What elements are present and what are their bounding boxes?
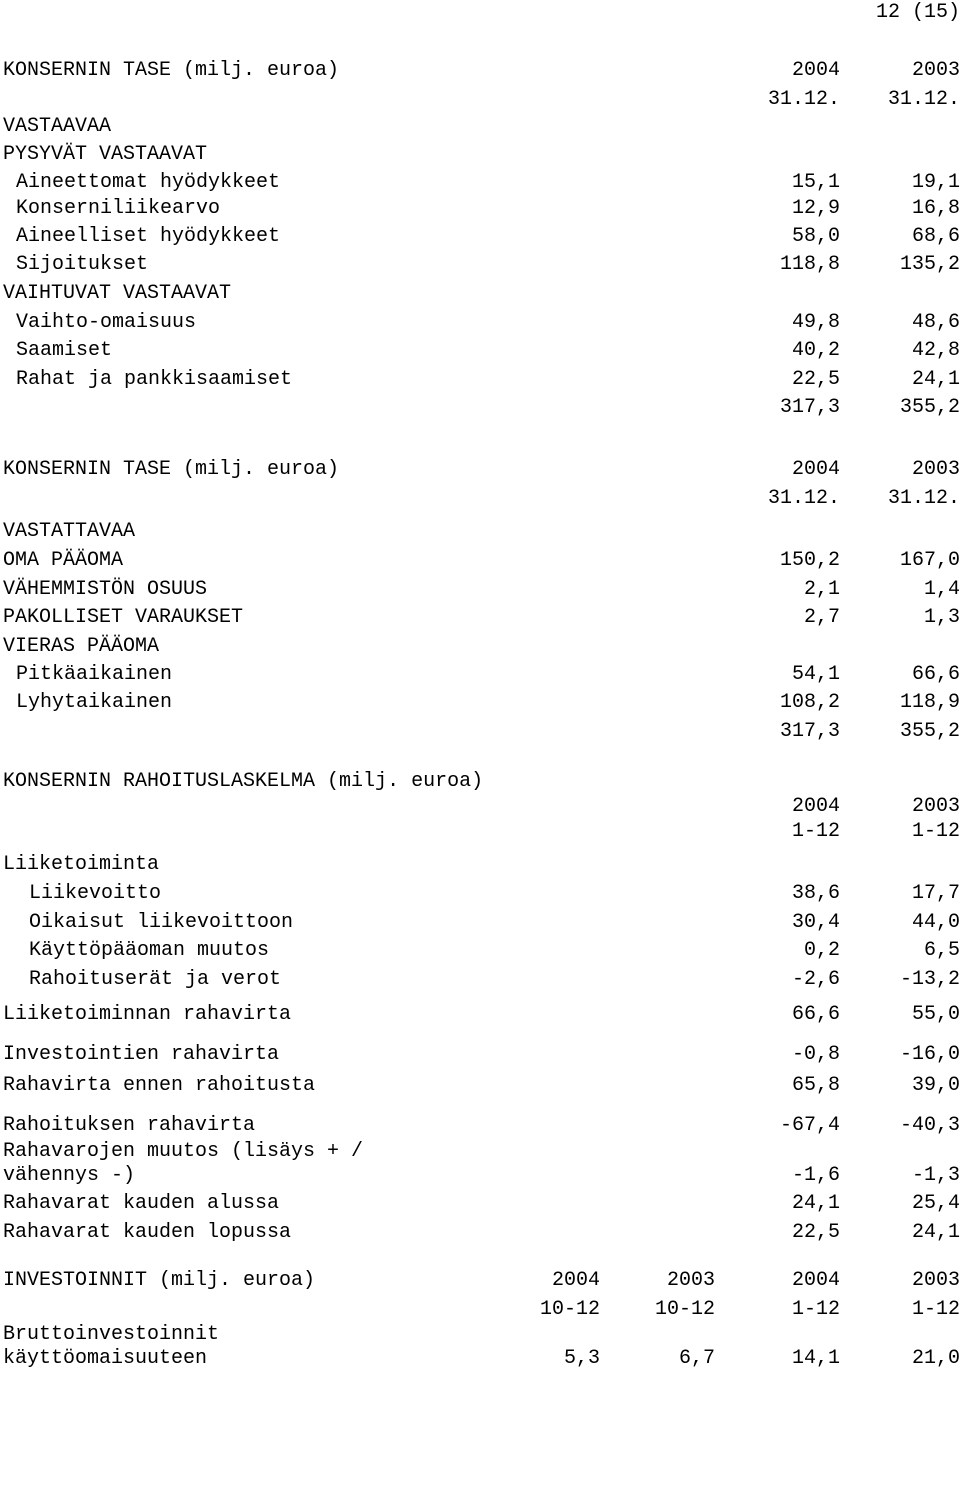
investments-year-fy-2003: 2003 [911,1269,960,1292]
row-label: PAKOLLISET VARAUKSET [3,606,244,629]
assets-title-row [0,58,960,84]
value-fy-2003: 21,0 [911,1347,960,1370]
row-label-continued: vähennys -) [3,1164,136,1187]
value-2003: 6,5 [923,939,960,962]
value-2003: -13,2 [899,968,960,991]
row-label: VÄHEMMISTÖN OSUUS [3,578,208,601]
row-label-continued: käyttöomaisuuteen [3,1347,208,1370]
page-number: 12 (15) [875,1,960,24]
value-2003: 66,6 [911,663,960,686]
row-label: Saamiset [16,339,113,362]
value-2004: -1,6 [791,1164,840,1187]
fixed-assets-group-row [0,142,960,168]
table-row [0,690,960,716]
liabilities-year-a: 2004 [791,458,840,481]
value-2004: -67,4 [779,1114,840,1137]
table-row [0,310,960,336]
value-2004: 24,1 [791,1192,840,1215]
liabilities-section-row [0,519,960,545]
value-2003: 42,8 [911,339,960,362]
value-2004: 30,4 [791,911,840,934]
liabilities-total-2003: 355,2 [899,720,960,743]
investments-period-fy-2004: 1-12 [791,1298,840,1321]
investments-value-row [0,1346,960,1372]
liabilities-date-b: 31.12. [887,487,960,510]
value-2004: 38,6 [791,882,840,905]
cash-change-label-row [0,1139,960,1165]
row-label: Bruttoinvestoinnit [3,1323,220,1346]
assets-date-a: 31.12. [767,88,840,111]
investments-title: INVESTOINNIT (milj. euroa) [3,1269,316,1292]
value-fy-2004: 14,1 [791,1347,840,1370]
table-row [0,338,960,364]
value-2003: 24,1 [911,368,960,391]
investments-period-row [0,1297,960,1323]
before-financing-row [0,1073,960,1099]
row-label: Aineelliset hyödykkeet [16,225,281,248]
value-2003: 25,4 [911,1192,960,1215]
cashflow-year-b: 2003 [911,795,960,818]
value-2004: 22,5 [791,368,840,391]
current-assets-group-row [0,281,960,307]
liabilities-total-row [0,719,960,745]
table-row [0,662,960,688]
liabilities-date-row [0,486,960,512]
value-2004: 150,2 [779,549,840,572]
debt-group-row [0,634,960,660]
value-2003: 16,8 [911,197,960,220]
value-2004: 65,8 [791,1074,840,1097]
table-row [0,577,960,603]
cashflow-year-row [0,794,960,820]
liabilities-date-a: 31.12. [767,487,840,510]
investments-period-q4-2004: 10-12 [539,1298,600,1321]
financing-cashflow-row [0,1113,960,1139]
value-2004: 2,7 [803,606,840,629]
value-2004: 108,2 [779,691,840,714]
value-q4-2003: 6,7 [678,1347,715,1370]
investments-period-fy-2003: 1-12 [911,1298,960,1321]
table-row [0,224,960,250]
table-row [0,548,960,574]
liabilities-title: KONSERNIN TASE (milj. euroa) [3,458,340,481]
cashflow-title: KONSERNIN RAHOITUSLASKELMA (milj. euroa) [3,770,484,793]
liabilities-total-2004: 317,3 [779,720,840,743]
row-label: Rahavarat kauden alussa [3,1192,280,1215]
row-label: Rahoituserät ja verot [29,968,282,991]
value-q4-2004: 5,3 [563,1347,600,1370]
assets-total-2003: 355,2 [899,396,960,419]
row-label: Investointien rahavirta [3,1043,280,1066]
value-2003: 39,0 [911,1074,960,1097]
row-label: Liikevoitto [29,882,162,905]
value-2004: 49,8 [791,311,840,334]
value-2004: -2,6 [791,968,840,991]
value-2004: 12,9 [791,197,840,220]
assets-section-heading: VASTAAVAA [3,115,112,138]
table-row [0,910,960,936]
row-label: Rahoituksen rahavirta [3,1114,256,1137]
row-label: Rahat ja pankkisaamiset [16,368,293,391]
value-2004: 40,2 [791,339,840,362]
value-2003: 1,3 [923,606,960,629]
value-2003: 44,0 [911,911,960,934]
current-assets-heading: VAIHTUVAT VASTAAVAT [3,282,232,305]
value-2003: -40,3 [899,1114,960,1137]
value-2004: 22,5 [791,1221,840,1244]
value-2003: 17,7 [911,882,960,905]
cash-start-row [0,1191,960,1217]
fixed-assets-heading: PYSYVÄT VASTAAVAT [3,143,208,166]
value-2004: 118,8 [779,253,840,276]
table-row [0,196,960,222]
cashflow-period-row [0,819,960,845]
investing-cashflow-row [0,1042,960,1068]
operations-group-row [0,852,960,878]
assets-year-b: 2003 [911,59,960,82]
row-label: OMA PÄÄOMA [3,549,124,572]
table-row [0,367,960,393]
assets-total-2004: 317,3 [779,396,840,419]
value-2003: 1,4 [923,578,960,601]
table-row [0,967,960,993]
value-2004: -0,8 [791,1043,840,1066]
value-2003: 19,1 [911,171,960,194]
table-row [0,252,960,278]
value-2003: 55,0 [911,1003,960,1026]
assets-title: KONSERNIN TASE (milj. euroa) [3,59,340,82]
value-2004: 2,1 [803,578,840,601]
assets-section-row [0,114,960,140]
value-2003: 135,2 [899,253,960,276]
cashflow-year-a: 2004 [791,795,840,818]
investments-period-q4-2003: 10-12 [654,1298,715,1321]
row-label: Sijoitukset [16,253,149,276]
investments-year-fy-2004: 2004 [791,1269,840,1292]
assets-date-b: 31.12. [887,88,960,111]
table-row [0,938,960,964]
row-label: Aineettomat hyödykkeet [16,171,281,194]
row-label: Vaihto-omaisuus [16,311,197,334]
debt-heading: VIERAS PÄÄOMA [3,635,160,658]
value-2003: -1,3 [911,1164,960,1187]
value-2003: 118,9 [899,691,960,714]
operations-heading: Liiketoiminta [3,853,160,876]
value-2003: 48,6 [911,311,960,334]
value-2003: 167,0 [899,549,960,572]
cashflow-title-row [0,769,960,795]
liabilities-year-b: 2003 [911,458,960,481]
table-row [0,881,960,907]
table-row [0,170,960,196]
row-label: Liiketoiminnan rahavirta [3,1003,292,1026]
cashflow-period-a: 1-12 [791,820,840,843]
table-row [0,605,960,631]
cashflow-period-b: 1-12 [911,820,960,843]
cash-end-row [0,1220,960,1246]
row-label: Rahavarat kauden lopussa [3,1221,292,1244]
row-label: Käyttöpääoman muutos [29,939,270,962]
assets-year-a: 2004 [791,59,840,82]
row-label: Rahavirta ennen rahoitusta [3,1074,316,1097]
row-label: Rahavarojen muutos (lisäys + / [3,1140,364,1163]
value-2003: 24,1 [911,1221,960,1244]
value-2003: 68,6 [911,225,960,248]
investments-year-q4-2004: 2004 [551,1269,600,1292]
assets-total-row [0,395,960,421]
assets-date-row [0,87,960,113]
cash-change-row [0,1163,960,1189]
investments-year-q4-2003: 2003 [666,1269,715,1292]
operating-cashflow-row [0,1002,960,1028]
investments-label-row [0,1322,960,1348]
liabilities-section-heading: VASTATTAVAA [3,520,136,543]
investments-title-row [0,1268,960,1294]
row-label: Lyhytaikainen [16,691,173,714]
value-2004: 54,1 [791,663,840,686]
value-2004: 0,2 [803,939,840,962]
value-2004: 58,0 [791,225,840,248]
row-label: Konserniliikearvo [16,197,221,220]
row-label: Pitkäaikainen [16,663,173,686]
value-2004: 15,1 [791,171,840,194]
page-header [0,0,960,26]
liabilities-title-row [0,457,960,483]
value-2004: 66,6 [791,1003,840,1026]
value-2003: -16,0 [899,1043,960,1066]
row-label: Oikaisut liikevoittoon [29,911,294,934]
